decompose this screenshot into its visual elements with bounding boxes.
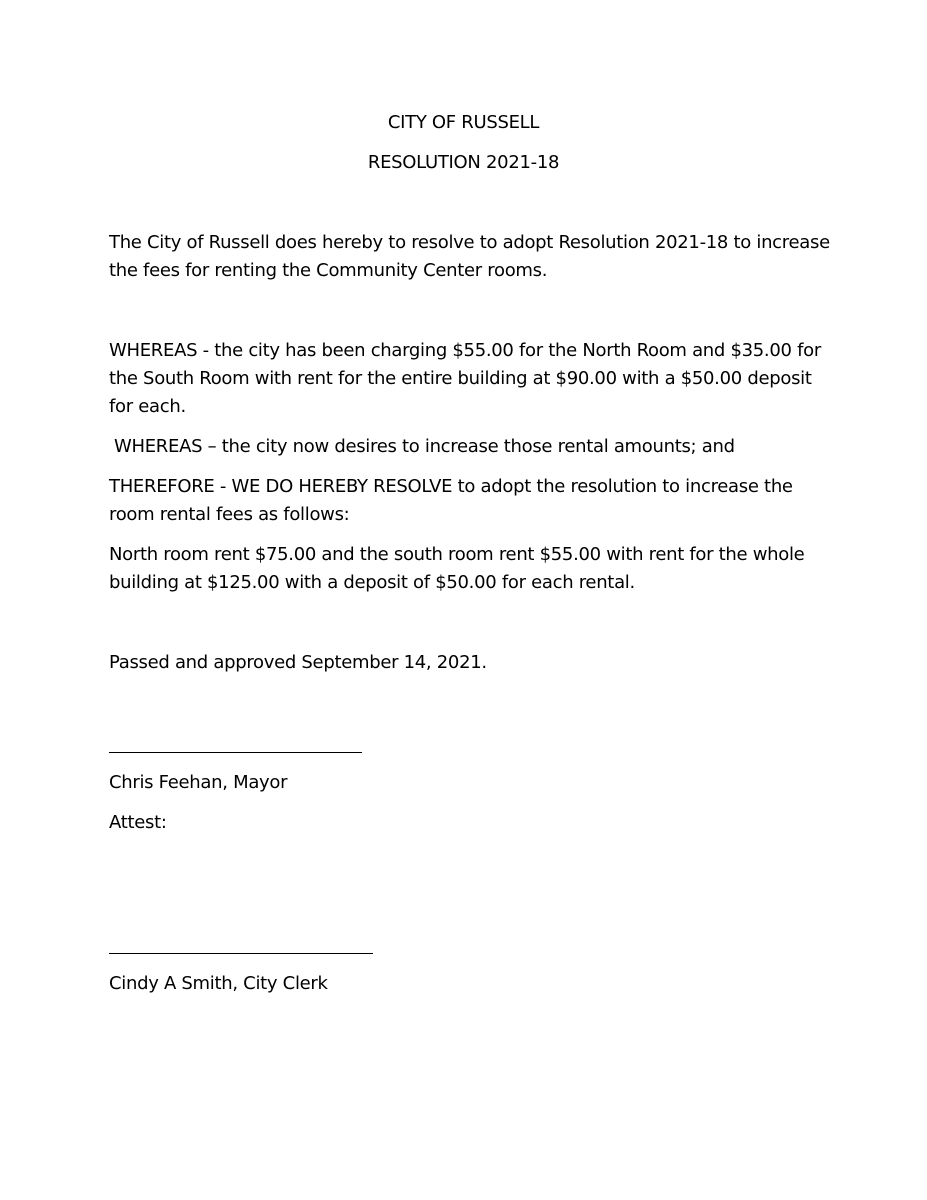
passed-approved-line: Passed and approved September 14, 2021. bbox=[109, 652, 487, 673]
attest-label: Attest: bbox=[109, 812, 167, 833]
intro-line-2: the fees for renting the Community Center rooms. bbox=[109, 260, 548, 281]
therefore-line-1: THEREFORE - WE DO HEREBY RESOLVE to adopt the resolution to increase the bbox=[109, 476, 793, 497]
mayor-name: Chris Feehan, Mayor bbox=[109, 772, 288, 793]
whereas-1-line-3: for each. bbox=[109, 396, 186, 417]
whereas-1-line-2: the South Room with rent for the entire building at $90.00 with a $50.00 deposit bbox=[109, 368, 812, 389]
resolution-heading: RESOLUTION 2021-18 bbox=[367, 152, 560, 173]
whereas-2-line: WHEREAS – the city now desires to increase those rental amounts; and bbox=[114, 436, 735, 457]
fees-line-1: North room rent $75.00 and the south room rent $55.00 with rent for the whole bbox=[109, 544, 805, 565]
clerk-signature-line bbox=[109, 953, 373, 954]
therefore-line-2: room rental fees as follows: bbox=[109, 504, 350, 525]
clerk-name: Cindy A Smith, City Clerk bbox=[109, 973, 328, 994]
city-heading: CITY OF RUSSELL bbox=[387, 112, 540, 133]
fees-line-2: building at $125.00 with a deposit of $50.00 for each rental. bbox=[109, 572, 635, 593]
intro-line-1: The City of Russell does hereby to resolve to adopt Resolution 2021-18 to increase bbox=[109, 232, 830, 253]
whereas-1-line-1: WHEREAS - the city has been charging $55.00 for the North Room and $35.00 for bbox=[109, 340, 821, 361]
mayor-signature-line bbox=[109, 752, 362, 753]
